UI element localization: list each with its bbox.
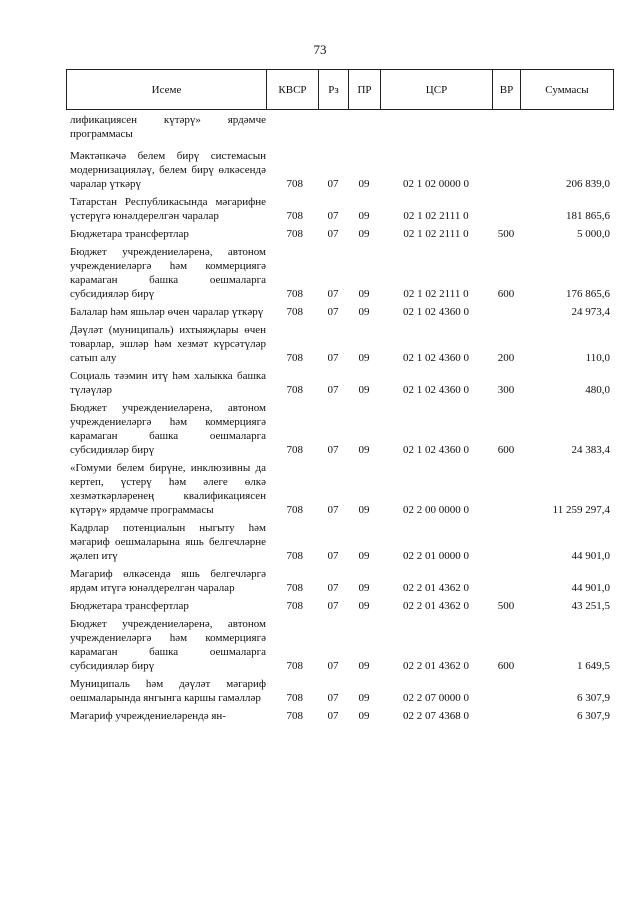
row-rz: 07	[327, 210, 339, 222]
table-row	[66, 617, 613, 673]
row-name: Татарстан Республикасында мәгарифне үстерүгә юнәлдерелгән чаралар	[70, 196, 266, 222]
table-row	[66, 149, 613, 191]
row-sum: 5 000,0	[577, 228, 610, 240]
row-name: Дәүләт (муниципаль) ихтыяҗлары өчен товарлар, эшләр һәм хезмәт күрсәтүләр сатып алу	[70, 324, 266, 364]
row-kvsr: 708	[286, 550, 303, 562]
table-row	[66, 401, 613, 457]
row-sum: 24 383,4	[571, 444, 610, 456]
row-pr: 09	[358, 582, 370, 594]
row-csr: 02 1 02 4360 0	[403, 384, 469, 396]
row-name: Мәгариф өлкәсендә яшь белгечләргә ярдәм итүгә юнәлдерелгән чаралар	[70, 568, 266, 594]
table-row	[66, 599, 613, 613]
row-csr: 02 2 00 0000 0	[403, 504, 469, 516]
row-name: Бюджет учреждениеләренә, автоном учреждениеләргә һәм коммерциягә карамаган башка оешмаларга субсидияләр бирү	[70, 246, 266, 300]
row-csr: 02 2 01 4362 0	[403, 582, 469, 594]
header-pr: ПР	[349, 70, 381, 110]
row-sum: 176 865,6	[566, 288, 610, 300]
row-rz: 07	[327, 288, 339, 300]
table-row	[66, 677, 613, 705]
row-pr: 09	[358, 384, 370, 396]
row-vr: 600	[497, 660, 515, 672]
row-csr: 02 1 02 2111 0	[403, 210, 469, 222]
row-rz: 07	[327, 228, 339, 240]
row-kvsr: 708	[286, 660, 303, 672]
table-row	[66, 305, 613, 319]
row-sum: 1 649,5	[577, 660, 610, 672]
row-sum: 206 839,0	[566, 178, 610, 190]
row-sum: 6 307,9	[577, 692, 610, 704]
header-sum: Суммасы	[521, 70, 614, 110]
row-pr: 09	[358, 504, 370, 516]
row-pr: 09	[358, 178, 370, 190]
row-kvsr: 708	[286, 384, 303, 396]
table-row	[66, 227, 613, 241]
row-rz: 07	[327, 710, 339, 722]
row-pr: 09	[358, 228, 370, 240]
row-rz: 07	[327, 444, 339, 456]
row-pr: 09	[358, 306, 370, 318]
header-name: Исеме	[67, 70, 267, 110]
row-pr: 09	[358, 444, 370, 456]
row-kvsr: 708	[286, 178, 303, 190]
row-name: «Гомуми белем бирүне, инклюзивны да кертеп, үстерү һәм әлеге өлкә хезмәткәрләренең квалификациясен күтәрү» ярдәмче программасы	[70, 462, 266, 516]
table-row	[66, 521, 613, 563]
row-pr: 09	[358, 600, 370, 612]
row-pr: 09	[358, 710, 370, 722]
row-vr: 200	[497, 352, 515, 364]
row-pr: 09	[358, 210, 370, 222]
row-kvsr: 708	[286, 692, 303, 704]
page-number: 73	[313, 42, 327, 57]
table-row	[66, 245, 613, 301]
row-csr: 02 2 01 4362 0	[403, 660, 469, 672]
row-pr: 09	[358, 288, 370, 300]
row-sum: 24 973,4	[571, 306, 610, 318]
row-kvsr: 708	[286, 444, 303, 456]
table-row	[66, 567, 613, 595]
row-vr: 500	[497, 600, 515, 612]
row-name: Муниципаль һәм дәүләт мәгариф оешмаларында янгынга каршы гамәлләр	[70, 678, 266, 704]
table-row	[66, 323, 613, 365]
row-vr: 500	[497, 228, 515, 240]
row-sum: 6 307,9	[577, 710, 610, 722]
row-pr: 09	[358, 660, 370, 672]
header-vr: ВР	[493, 70, 521, 110]
row-csr: 02 1 02 4360 0	[403, 352, 469, 364]
row-name: Кадрлар потенциалын ныгыту һәм мәгариф оешмаларына яшь белгечләрне җәлеп итү	[70, 522, 266, 562]
row-sum: 480,0	[585, 384, 610, 396]
row-vr: 300	[497, 384, 515, 396]
row-kvsr: 708	[286, 210, 303, 222]
row-name: Бюджет учреждениеләренә, автоном учреждениеләргә һәм коммерциягә карамаган башка оешмаларга субсидияләр бирү	[70, 402, 266, 456]
table-row	[66, 113, 613, 141]
row-rz: 07	[327, 306, 339, 318]
row-sum: 110,0	[585, 352, 610, 364]
row-vr: 600	[497, 444, 515, 456]
header-rz: Рз	[319, 70, 349, 110]
row-csr: 02 2 01 4362 0	[403, 600, 469, 612]
row-kvsr: 708	[286, 306, 303, 318]
row-rz: 07	[327, 352, 339, 364]
row-csr: 02 2 01 0000 0	[403, 550, 469, 562]
table-body	[66, 113, 613, 727]
row-sum: 44 901,0	[571, 582, 610, 594]
table-row	[66, 195, 613, 223]
row-csr: 02 1 02 4360 0	[403, 306, 469, 318]
row-name: Бюджетара трансфертлар	[70, 600, 189, 612]
row-kvsr: 708	[286, 504, 303, 516]
table-row	[66, 461, 613, 517]
row-vr: 600	[497, 288, 515, 300]
row-pr: 09	[358, 550, 370, 562]
row-kvsr: 708	[286, 352, 303, 364]
row-sum: 43 251,5	[571, 600, 610, 612]
row-name: Бюджет учреждениеләренә, автоном учреждениеләргә һәм коммерциягә карамаган башка оешмаларга субсидияләр бирү	[70, 618, 266, 672]
row-kvsr: 708	[286, 710, 303, 722]
table-row	[66, 709, 613, 723]
header-csr: ЦСР	[381, 70, 493, 110]
row-rz: 07	[327, 550, 339, 562]
row-rz: 07	[327, 178, 339, 190]
row-kvsr: 708	[286, 582, 303, 594]
row-csr: 02 1 02 4360 0	[403, 444, 469, 456]
row-rz: 07	[327, 582, 339, 594]
row-csr: 02 2 07 0000 0	[403, 692, 469, 704]
header-kvsr: КВСР	[267, 70, 319, 110]
row-csr: 02 1 02 0000 0	[403, 178, 469, 190]
row-kvsr: 708	[286, 600, 303, 612]
row-rz: 07	[327, 504, 339, 516]
row-name: Мәктәпкәчә белем бирү системасын модернизацияләү, белем бирү өлкәсендә чаралар үткәрү	[70, 150, 266, 190]
row-sum: 44 901,0	[571, 550, 610, 562]
table-header	[66, 69, 614, 110]
row-pr: 09	[358, 692, 370, 704]
row-rz: 07	[327, 660, 339, 672]
row-name: Бюджетара трансфертлар	[70, 228, 189, 240]
row-sum: 11 259 297,4	[552, 504, 610, 516]
row-csr: 02 1 02 2111 0	[403, 288, 469, 300]
row-name: Мәгариф учреждениеләрендә ян-	[70, 710, 226, 722]
row-name: лификациясен күтәрү» ярдәмче программасы	[70, 114, 266, 140]
table-row	[66, 369, 613, 397]
row-csr: 02 2 07 4368 0	[403, 710, 469, 722]
row-name: Социаль тәэмин итү һәм халыкка башка түләүләр	[70, 370, 266, 396]
row-rz: 07	[327, 692, 339, 704]
row-kvsr: 708	[286, 288, 303, 300]
row-name: Балалар һәм яшьләр өчен чаралар үткәрү	[70, 306, 264, 318]
row-kvsr: 708	[286, 228, 303, 240]
row-pr: 09	[358, 352, 370, 364]
row-sum: 181 865,6	[566, 210, 610, 222]
row-rz: 07	[327, 600, 339, 612]
row-csr: 02 1 02 2111 0	[403, 228, 469, 240]
row-rz: 07	[327, 384, 339, 396]
